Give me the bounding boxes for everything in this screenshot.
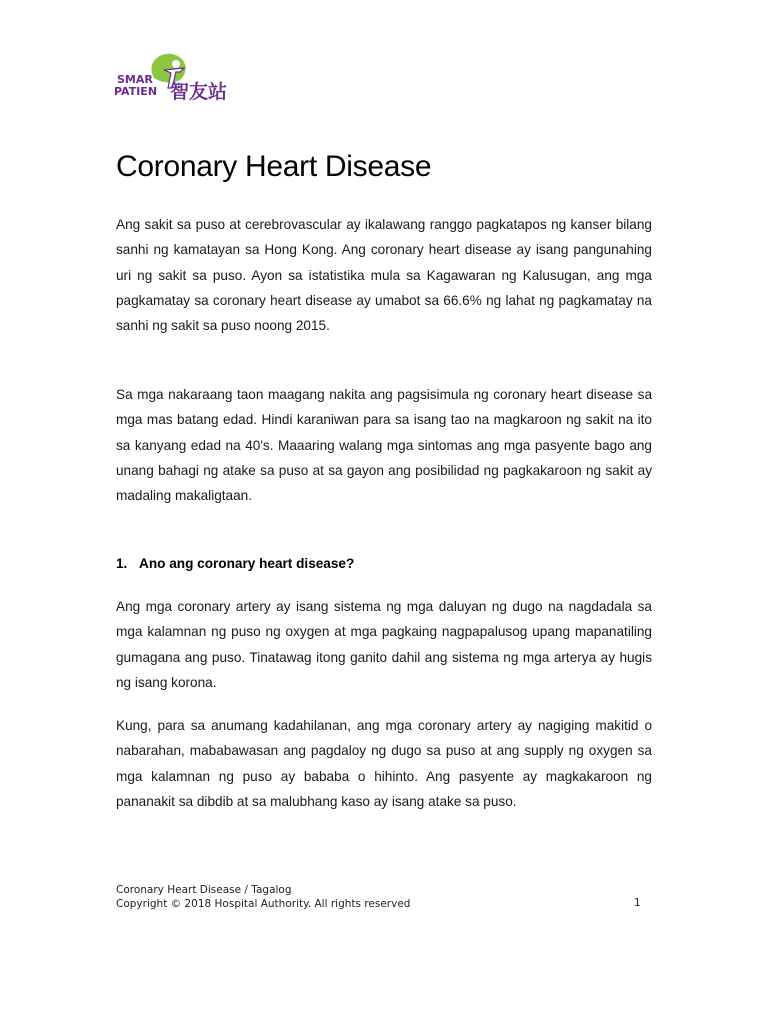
section-paragraph-2: Kung, para sa anumang kadahilanan, ang mga coronary artery ay nagiging makitid o nabarahan, mababawasan ang pagdaloy ng dugo sa puso at ang supply ng oxygen sa mga kalamnan ng puso ay bababa o hihinto. Ang pasyente ay magkakaroon ng pananakit sa dibdib at sa malubhang kaso ay isang atake sa puso.	[116, 718, 652, 809]
section-paragraph-1: Ang mga coronary artery ay isang sistema ng mga daluyan ng dugo na nagdadala sa mga kalamnan ng puso ng oxygen at mga pagkaing nagpapalusog upang mapanatiling gumagana ang puso. Tinatawag itong ganito dahil ang sistema ng mga arterya ay hugis ng isang korona.	[116, 599, 652, 690]
section-heading-text: Ano ang coronary heart disease?	[139, 556, 355, 571]
footer-copyright: Copyright © 2018 Hospital Authority. All rights reserved	[116, 898, 411, 910]
intro-paragraph-2: Sa mga nakaraang taon maagang nakita ang pagsisimula ng coronary heart disease sa mga mas batang edad. Hindi karaniwan para sa isang tao na magkaroon ng sakit na ito sa kanyang edad na 40's. Maaaring walang mga sintomas ang mga pasyente bago ang unang bahagi ng atake sa puso at sa gayon ang posibilidad ng pagkakaroon ng sakit ay madaling makaligtaan.	[116, 387, 652, 504]
logo-text-line1: SMAR	[117, 73, 153, 86]
section-number: 1.	[116, 556, 128, 571]
page-title: Coronary Heart Disease	[116, 150, 432, 183]
intro-paragraph-1: Ang sakit sa puso at cerebrovascular ay ikalawang ranggo pagkatapos ng kanser bilang sanhi ng kamatayan sa Hong Kong. Ang coronary heart disease ay isang pangunahing uri ng sakit sa puso. Ayon sa istatistika mula sa Kagawaran ng Kalusugan, ang mga pagkamatay sa coronary heart disease ay umabot sa 66.6% ng lahat ng pagkamatay na sanhi ng sakit sa puso noong 2015.	[116, 217, 652, 334]
footer-doc-label: Coronary Heart Disease / Tagalog	[116, 884, 292, 896]
page-number: 1	[634, 897, 641, 909]
section-heading	[116, 556, 354, 571]
logo-chinese-text: 智友站	[170, 81, 228, 103]
page-footer	[116, 883, 646, 911]
smart-patient-logo	[114, 48, 238, 104]
logo-figure-head-icon	[172, 60, 180, 68]
logo-text-line2: PATIEN	[114, 85, 158, 98]
